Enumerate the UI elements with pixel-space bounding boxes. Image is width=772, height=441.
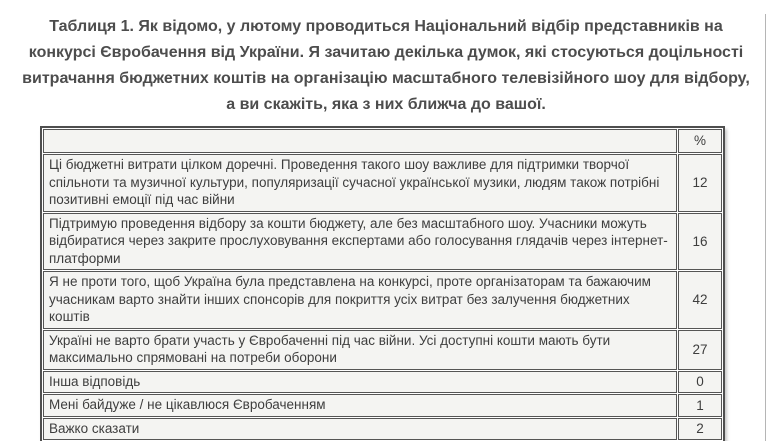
percent-cell: 27 bbox=[678, 330, 722, 370]
percent-cell: 16 bbox=[678, 213, 722, 271]
answer-cell: Україні не варто брати участь у Євробаченні під час війни. Усі доступні кошти мають бути максимально спрямовані на потреби оборони bbox=[43, 330, 677, 370]
table-header-row bbox=[43, 129, 722, 153]
page-edge-line bbox=[765, 14, 766, 441]
answer-cell: Ці бюджетні витрати цілком доречні. Проведення такого шоу важливе для підтримки творчої спільноти та музичної культури, популяризації сучасної української музики, людям також потрібні позитивні емоції під час війни bbox=[43, 154, 677, 212]
answer-cell: Я не проти того, щоб Україна була представлена на конкурсі, проте організаторам та бажаючим учасникам варто знайти інших спонсорів для покриття усіх витрат без залучення бюджетних коштів bbox=[43, 271, 677, 329]
answer-cell: Мені байдуже / не цікавлюся Євробаченням bbox=[43, 394, 677, 417]
answer-cell: Важко сказати bbox=[43, 418, 677, 441]
percent-cell: 0 bbox=[678, 371, 722, 394]
percent-cell: 1 bbox=[678, 394, 722, 417]
table-row bbox=[43, 271, 722, 329]
answer-column-header bbox=[43, 129, 677, 153]
document-page bbox=[0, 14, 772, 441]
percent-cell: 12 bbox=[678, 154, 722, 212]
table-row bbox=[43, 330, 722, 370]
table-row bbox=[43, 371, 722, 394]
survey-results-table bbox=[40, 126, 725, 441]
answer-cell: Інша відповідь bbox=[43, 371, 677, 394]
percent-cell: 42 bbox=[678, 271, 722, 329]
percent-cell: 2 bbox=[678, 418, 722, 441]
percent-column-header: % bbox=[678, 129, 722, 153]
table-row bbox=[43, 394, 722, 417]
table-title: Таблиця 1. Як відомо, у лютому проводиться Національний відбір представників на конкурсі Євробачення від України. Я зачитаю декілька думок, які стосуються доцільності витрачання бюджетних коштів на організацію масштабного телевізійного шоу для відбору, а ви скажіть, яка з них ближча до вашої. bbox=[22, 18, 750, 113]
table-row bbox=[43, 154, 722, 212]
table-row bbox=[43, 213, 722, 271]
table-row bbox=[43, 418, 722, 441]
answer-cell: Підтримую проведення відбору за кошти бюджету, але без масштабного шоу. Учасники можуть відбиратися через закрите прослуховування експертами або голосування глядачів через інтернет-платформи bbox=[43, 213, 677, 271]
